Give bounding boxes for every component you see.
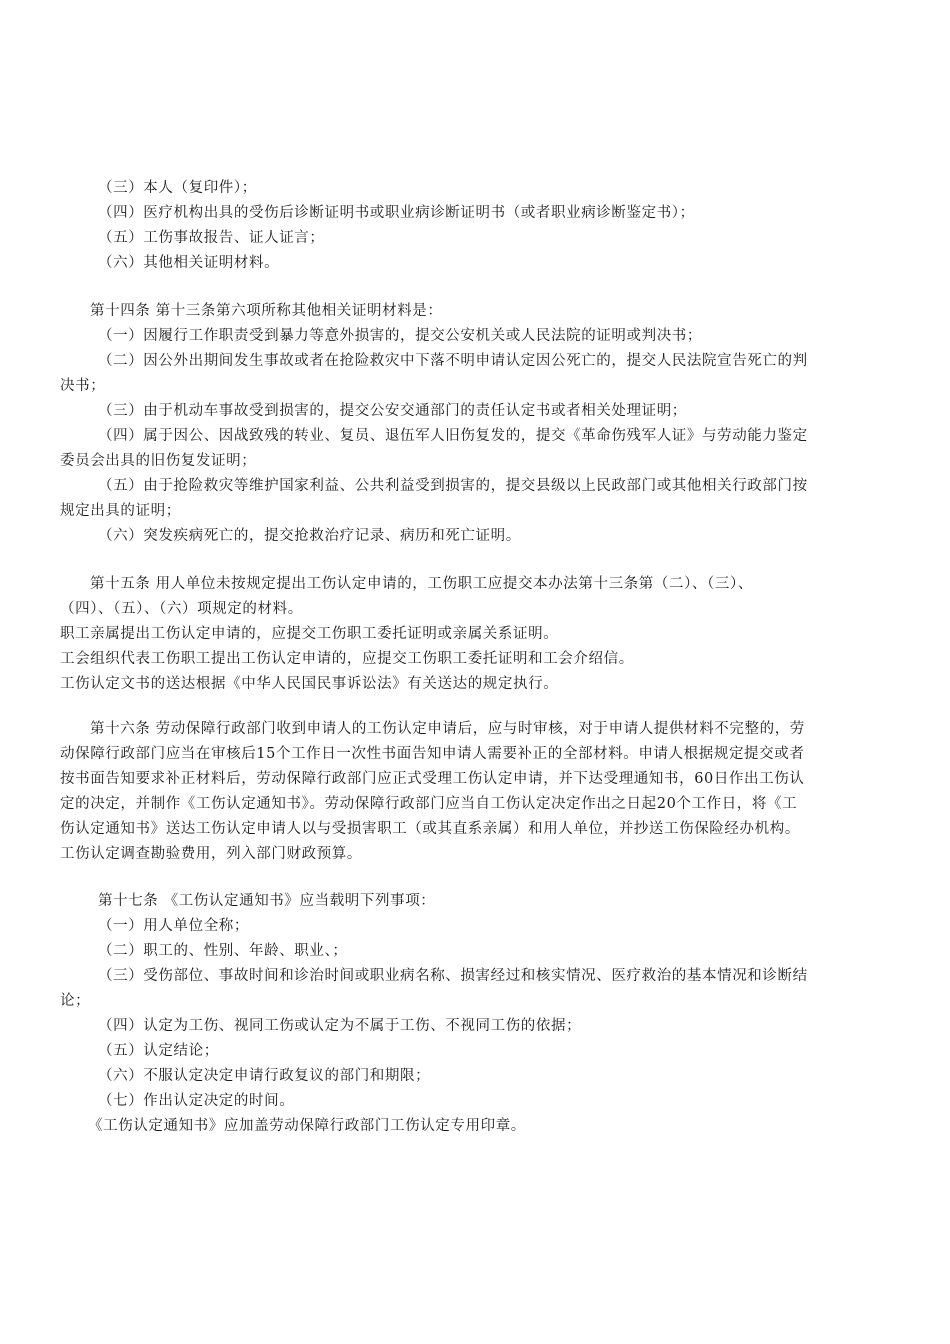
article15-line5: 工伤认定文书的送达根据《中华人民国民事诉讼法》有关送达的规定执行。: [60, 676, 559, 692]
article17-closing: 《工伤认定通知书》应加盖劳动保障行政部门工伤认定专用印章。: [88, 1118, 526, 1134]
article17-item3-line1: （三）受伤部位、事故时间和诊治时间或职业病名称、损害经过和核实情况、医疗救治的基本情况和诊断结: [98, 968, 808, 984]
article13-item5: （五）工伤事故报告、证人证言；: [98, 230, 325, 246]
article17-item6: （六）不服认定决定申请行政复议的部门和期限；: [98, 1068, 431, 1084]
article14-item2-line1: （二）因公外出期间发生事故或者在抢险救灾中下落不明申请认定因公死亡的，提交人民法院宣告死亡的判: [98, 353, 808, 369]
article14-item1: （一）因履行工作职责受到暴力等意外损害的，提交公安机关或人民法院的证明或判决书；: [98, 328, 702, 344]
article13-item3: （三）本人（复印件）；: [98, 180, 257, 196]
article14-item4-line1: （四）属于因公、因战致残的转业、复员、退伍军人旧伤复发的，提交《革命伤残军人证》与劳动能力鉴定: [98, 428, 808, 444]
article17-item7: （七）作出认定决定的时间。: [98, 1093, 295, 1109]
article13-item6: （六）其他相关证明材料。: [98, 255, 280, 271]
article14-item3: （三）由于机动车事故受到损害的，提交公安交通部门的责任认定书或者相关处理证明；: [98, 403, 687, 419]
article14-item2-line2: 决书；: [60, 378, 106, 394]
article14-item5-line1: （五）由于抢险救灾等维护国家利益、公共利益受到损害的，提交县级以上民政部门或其他相关行政部门按: [98, 478, 808, 494]
article15-line4: 工会组织代表工伤职工提出工伤认定申请的，应提交工伤职工委托证明和工会介绍信。: [60, 651, 634, 667]
article16-line5: 伤认定通知书》送达工伤认定申请人以与受损害职工（或其直系亲属）和用人单位，并抄送工伤保险经办机构。: [60, 821, 800, 837]
article16-line3: 按书面告知要求补正材料后，劳动保障行政部门应正式受理工伤认定申请，并下达受理通知书，60日作出工伤认: [60, 771, 805, 787]
article14-heading: 第十四条 第十三条第六项所称其他相关证明材料是：: [90, 303, 443, 319]
article15-line1: 第十五条 用人单位未按规定提出工伤认定申请的，工伤职工应提交本办法第十三条第（二）、（三）、: [90, 576, 753, 592]
article14-item6: （六）突发疾病死亡的，提交抢救治疗记录、病历和死亡证明。: [98, 528, 521, 544]
article14-item5-line2: 规定出具的证明；: [60, 503, 181, 519]
article13-item4: （四）医疗机构出具的受伤后诊断证明书或职业病诊断证明书（或者职业病诊断鉴定书）；: [98, 205, 695, 221]
article17-item2: （二）职工的、性别、年龄、职业、；: [98, 943, 348, 959]
article17-item5: （五）认定结论；: [98, 1043, 219, 1059]
article16-line4: 定的决定，并制作《工伤认定通知书》。劳动保障行政部门应当自工伤认定决定作出之日起20个工作日，将《工: [60, 796, 798, 812]
article16-line2: 动保障行政部门应当在审核后15个工作日一次性书面告知申请人需要补正的全部材料。申请人根据规定提交或者: [60, 746, 805, 762]
article15-line3: 职工亲属提出工伤认定申请的，应提交工伤职工委托证明或亲属关系证明。: [60, 626, 559, 642]
article14-item4-line2: 委员会出具的旧伤复发证明；: [60, 453, 257, 469]
article17-item4: （四）认定为工伤、视同工伤或认定为不属于工伤、不视同工伤的依据；: [98, 1018, 582, 1034]
article17-item3-line2: 论；: [60, 993, 91, 1009]
article17-heading: 第十七条 《工伤认定通知书》应当载明下列事项：: [98, 893, 436, 909]
article17-item1: （一）用人单位全称；: [98, 918, 249, 934]
article16-line6: 工伤认定调查勘验费用，列入部门财政预算。: [60, 846, 362, 862]
article15-line2: （四）、（五）、（六）项规定的材料。: [60, 601, 303, 617]
article16-line1: 第十六条 劳动保障行政部门收到申请人的工伤认定申请后，应与时审核，对于申请人提供材料不完整的，劳: [90, 721, 805, 737]
